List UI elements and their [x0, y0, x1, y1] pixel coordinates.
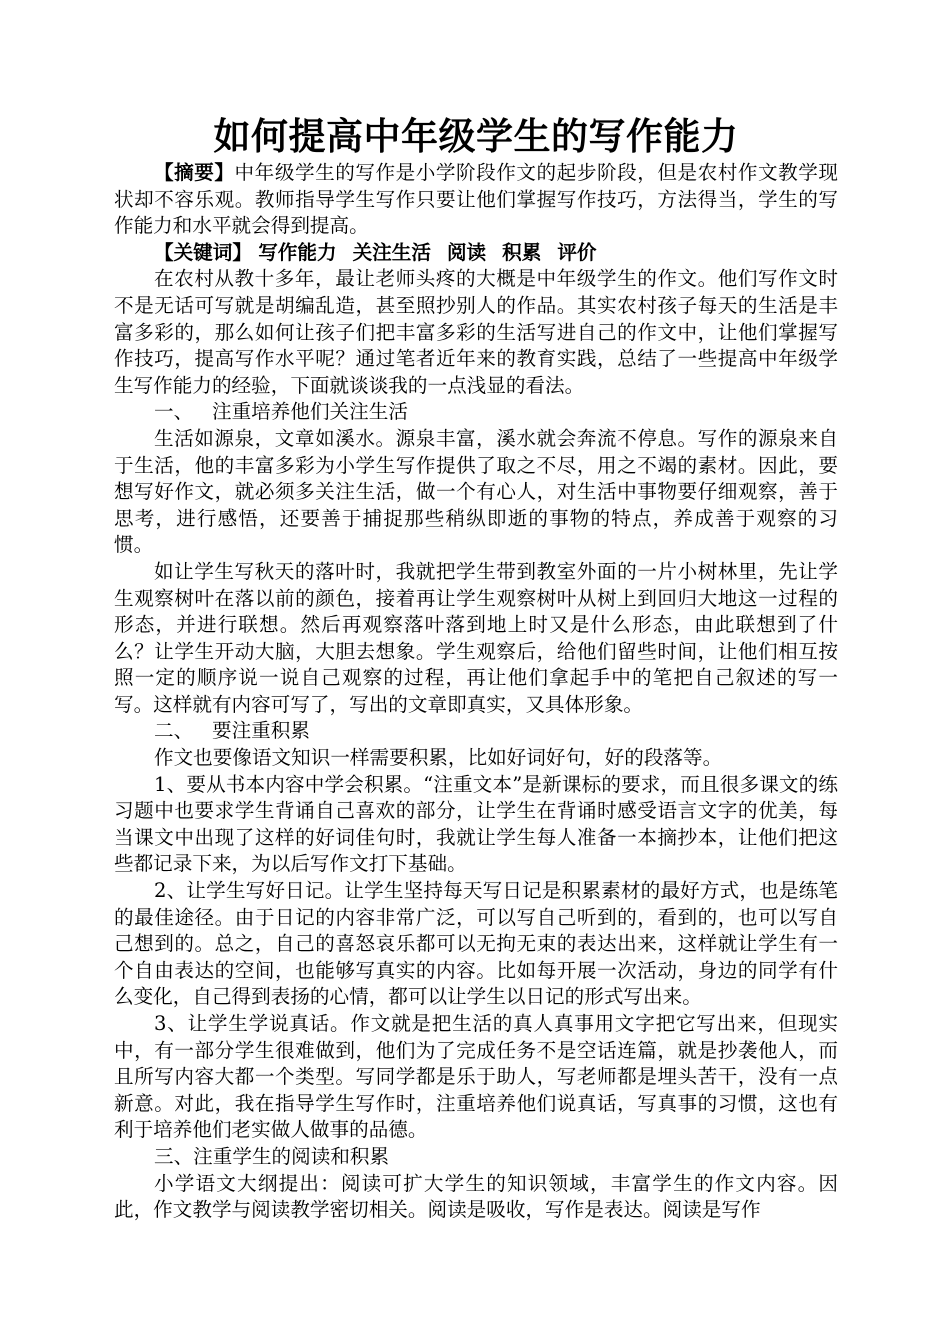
- keywords-paragraph: [114, 240, 838, 267]
- body-paragraph: 如让学生写秋天的落叶时，我就把学生带到教室外面的一片小树林里，先让学生观察树叶在落以前的颜色，接着再让学生观察树叶从树上到回归大地这一过程的形态，并进行联想。然后再观察落叶落到地上时又是什么形态，由此联想到了什么？让学生开动大脑，大胆去想象。学生观察后，给他们留些时间，让他们相互按照一定的顺序说一说自己观察的过程，再让他们拿起手中的笔把自己叙述的写一写。这样就有内容可写了，写出的文章即真实，又具体形象。: [114, 559, 838, 716]
- body-paragraph: 作文也要像语文知识一样需要积累，比如好词好句，好的段落等。: [154, 746, 723, 770]
- document-page: [114, 112, 838, 1224]
- section-title: 注重培养他们关注生活: [212, 400, 408, 424]
- keywords-label: 【关键词】: [154, 240, 252, 264]
- section-number: 二、: [154, 719, 194, 743]
- section-title: 要注重积累: [212, 719, 310, 743]
- body-paragraph: 2、让学生写好日记。让学生坚持每天写日记是积累素材的最好方式，也是练笔的最佳途径。由于日记的内容非常广泛，可以写自己听到的，看到的，也可以写自己想到的。总之，自己的喜怒哀乐都可以无拘无束的表达出来，这样就让学生有一个自由表达的空间，也能够写真实的内容。比如每开展一次活动，身边的同学有什么变化，自己得到表扬的心情，都可以让学生以日记的形式写出来。: [114, 879, 838, 1009]
- document-title: 如何提高中年级学生的写作能力: [213, 114, 739, 158]
- abstract-text: 中年级学生的写作是小学阶段作文的起步阶段，但是农村作文教学现状却不容乐观。教师指导学生写作只要让他们掌握写作技巧，方法得当，学生的写作能力和水平就会得到提高。: [114, 161, 839, 238]
- keyword-item: 写作能力: [258, 240, 337, 264]
- abstract-paragraph: [114, 160, 838, 240]
- keyword-item: 关注生活: [352, 240, 431, 264]
- section-number: 一、: [154, 400, 194, 424]
- keyword-item: 阅读: [446, 240, 487, 264]
- body-paragraph: 1、要从书本内容中学会积累。“注重文本”是新课标的要求，而且很多课文的练习题中也要求学生背诵自己喜欢的部分，让学生在背诵时感受语言文字的优美，每当课文中出现了这样的好词佳句时，我就让学生每人准备一本摘抄本，让他们把这些都记录下来，为以后写作文打下基础。: [114, 772, 838, 876]
- section-heading: [114, 399, 838, 426]
- section-heading: [114, 718, 838, 745]
- keyword-item: 积累: [502, 240, 542, 264]
- body-paragraph: 小学语文大纲提出：阅读可扩大学生的知识领域，丰富学生的作文内容。因此，作文教学与阅读教学密切相关。阅读是吸收，写作是表达。阅读是写作: [114, 1171, 838, 1222]
- body-paragraph: 3、让学生学说真话。作文就是把生活的真人真事用文字把它写出来，但现实中，有一部分学生很难做到，他们为了完成任务不是空话连篇，就是抄袭他人，而且所写内容大都一个类型。写同学都是乐于助人，写老师都是埋头苦干，没有一点新意。对此，我在指导学生写作时，注重培养他们说真话，写真事的习惯，这也有利于培养他们老实做人做事的品德。: [114, 1012, 838, 1142]
- abstract-label: 【摘要】: [154, 161, 235, 184]
- intro-paragraph: 在农村从教十多年，最让老师头疼的大概是中年级学生的作文。他们写作文时不是无话可写就是胡编乱造，甚至照抄别人的作品。其实农村孩子每天的生活是丰富多彩的，那么如何让孩子们把丰富多彩的生活写进自己的作文中，让他们掌握写作技巧，提高写作水平呢？通过笔者近年来的教育实践，总结了一些提高中年级学生写作能力的经验，下面就谈谈我的一点浅显的看法。: [114, 267, 838, 397]
- section-heading: 三、注重学生的阅读和积累: [154, 1144, 390, 1168]
- keyword-item: 评价: [557, 240, 597, 264]
- body-paragraph: 生活如源泉，文章如溪水。源泉丰富，溪水就会奔流不停息。写作的源泉来自于生活，他的丰富多彩为小学生写作提供了取之不尽，用之不竭的素材。因此，要想写好作文，就必须多关注生活，做一个有心人，对生活中事物要仔细观察，善于思考，进行感悟，还要善于捕捉那些稍纵即逝的事物的特点，养成善于观察的习惯。: [114, 426, 838, 557]
